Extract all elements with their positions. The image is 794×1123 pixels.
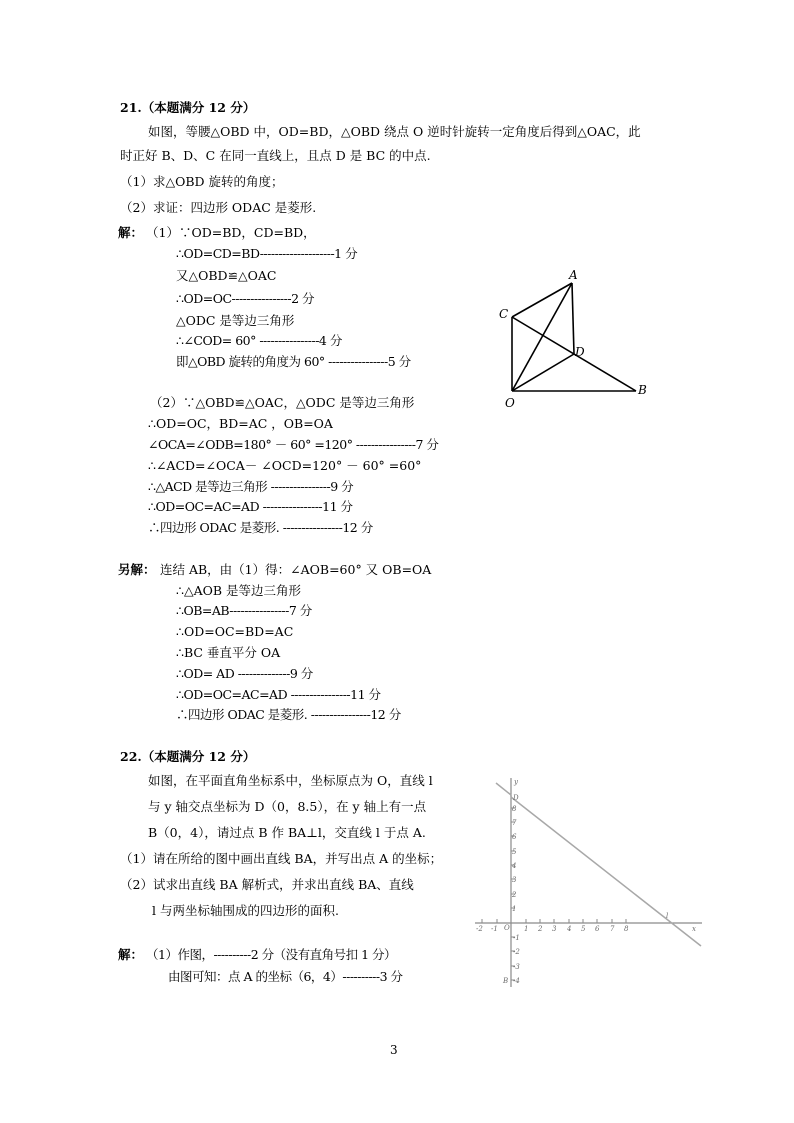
segment-OD (512, 354, 574, 391)
q21-heading: 21.（本题满分 12 分） (120, 100, 256, 115)
q21-sol2-line-2: ∴OD=OC，BD=AC ，OB=OA (148, 416, 333, 431)
q21-sol2-line-6: ∴OD=OC=AC=AD ----------------11 分 (148, 499, 353, 514)
q22-part-1: （1）请在所给的图中画出直线 BA，并写出点 A 的坐标； (120, 851, 443, 866)
q22-part-2: （2）试求出直线 BA 解析式，并求出直线 BA、直线 (120, 877, 414, 892)
q22-text-line-2: 与 y 轴交点坐标为 D（0，8.5），在 y 轴上有一点 (148, 799, 427, 814)
q21-alt-line-2: ∴△AOB 是等边三角形 (176, 583, 302, 598)
y-tick-neg2: -2 (513, 948, 520, 956)
q21-sol1-line-7: 即△OBD 旋转的角度为 60° ----------------5 分 (176, 354, 411, 369)
q21-alt-label: 另解： (118, 562, 156, 577)
q21-sol1-line-1: （1）∵OD=BD，CD=BD， (146, 225, 316, 240)
label-O: O (505, 396, 515, 410)
y-tick-3: 3 (512, 876, 517, 884)
q21-sol2-line-3: ∠OCA=∠ODB=180° － 60° =120° ----------------7 分 (148, 437, 439, 452)
line-l-extension (496, 783, 511, 795)
origin-label: O (504, 924, 510, 932)
q21-alt-line-5: ∴BC 垂直平分 OA (176, 645, 281, 660)
q22-text-line-1: 如图，在平面直角坐标系中，坐标原点为 O，直线 l (148, 773, 433, 788)
x-tick-5: 5 (581, 925, 586, 933)
q21-sol1-line-6: ∴∠COD= 60° ----------------4 分 (176, 333, 342, 348)
x-tick-labels (476, 925, 629, 933)
q22-text-line-3: B（0，4），请过点 B 作 BA⊥l，交直线 l 于点 A. (148, 825, 426, 840)
q22-heading: 22.（本题满分 12 分） (120, 749, 256, 764)
q21-sol1-line-2: ∴OD=CD=BD--------------------1 分 (176, 246, 358, 261)
point-B-label: B (503, 977, 509, 985)
label-D: D (575, 345, 585, 359)
q21-alt-line-4: ∴OD=OC=BD=AC (176, 624, 294, 639)
q22-sol-line-2: 由图可知：点 A 的坐标（6，4）----------3 分 (168, 969, 403, 984)
q22-sol-line-1: （1）作图，----------2 分（没有直角号扣 1 分） (146, 947, 397, 962)
q21-sol2-line-1: （2）∵△OBD≌△OAC，△ODC 是等边三角形 (150, 395, 415, 410)
x-tick-1: 1 (524, 925, 529, 933)
segment-AD (572, 283, 574, 354)
q21-alt-line-1: 连结 AB，由（1）得：∠AOB=60° 又 OB=OA (160, 562, 432, 577)
y-axis-label: y (514, 778, 518, 786)
q21-text-line-1: 如图，等腰△OBD 中，OD=BD，△OBD 绕点 O 逆时针旋转一定角度后得到△OAC，此 (148, 124, 641, 139)
q21-figure-lines (512, 283, 636, 391)
x-tick-2: 2 (538, 925, 543, 933)
y-tick-4: 4 (512, 862, 517, 870)
y-tick-7: 7 (512, 819, 517, 827)
x-axis-label: x (692, 925, 696, 933)
y-tick-5: 5 (512, 848, 517, 856)
x-tick-3: 3 (552, 925, 557, 933)
y-tick-neg3: -3 (513, 963, 520, 971)
y-tick-8: 8 (512, 805, 517, 813)
q21-sol2-line-4: ∴∠ACD=∠OCA－ ∠OCD=120° － 60° =60° (148, 458, 422, 473)
x-tick-7: 7 (610, 925, 615, 933)
q22-solution-label: 解： (118, 947, 144, 962)
line-l (511, 797, 701, 946)
y-tick-labels (511, 805, 520, 985)
q21-part-2: （2）求证：四边形 ODAC 是菱形. (120, 200, 317, 215)
q22-coordinate-graph (470, 775, 705, 990)
x-tick-neg2: -2 (476, 925, 483, 933)
label-B: B (638, 383, 647, 397)
point-D-label: D (513, 794, 519, 802)
y-tick-2: 2 (512, 891, 517, 899)
q21-geometry-figure (490, 265, 660, 415)
label-C: C (499, 307, 509, 321)
q21-sol2-line-7: ∴四边形 ODAC 是菱形. ----------------12 分 (148, 520, 373, 535)
q21-sol1-line-5: △ODC 是等边三角形 (176, 313, 295, 328)
x-tick-8: 8 (624, 925, 629, 933)
page-number: 3 (390, 1043, 398, 1057)
q21-alt-line-6: ∴OD= AD --------------9 分 (176, 666, 313, 681)
x-tick-6: 6 (595, 925, 600, 933)
y-tick-neg1: -1 (513, 934, 520, 942)
q21-alt-line-8: ∴四边形 ODAC 是菱形. ----------------12 分 (176, 707, 401, 722)
q21-solution-label: 解： (118, 225, 144, 240)
y-tick-neg4: -4 (513, 977, 520, 985)
q21-alt-line-3: ∴OB=AB----------------7 分 (176, 603, 312, 618)
q21-sol1-line-4: ∴OD=OC----------------2 分 (176, 291, 315, 306)
x-tick-neg1: -1 (491, 925, 498, 933)
q21-text-line-2: 时正好 B、D、C 在同一直线上，且点 D 是 BC 的中点. (120, 148, 431, 163)
q21-alt-line-7: ∴OD=OC=AC=AD ----------------11 分 (176, 687, 381, 702)
y-tick-6: 6 (512, 833, 517, 841)
q21-sol2-line-5: ∴△ACD 是等边三角形 ----------------9 分 (148, 479, 354, 494)
x-tick-4: 4 (567, 925, 572, 933)
q21-sol1-line-3: 又△OBD≌△OAC (176, 268, 277, 283)
q21-part-1: （1）求△OBD 旋转的角度； (120, 174, 284, 189)
label-A: A (569, 268, 578, 282)
q22-part-2-cont: l 与两坐标轴围成的四边形的面积. (152, 903, 339, 918)
y-tick-1: 1 (512, 905, 517, 913)
line-l-label: l (666, 912, 669, 920)
